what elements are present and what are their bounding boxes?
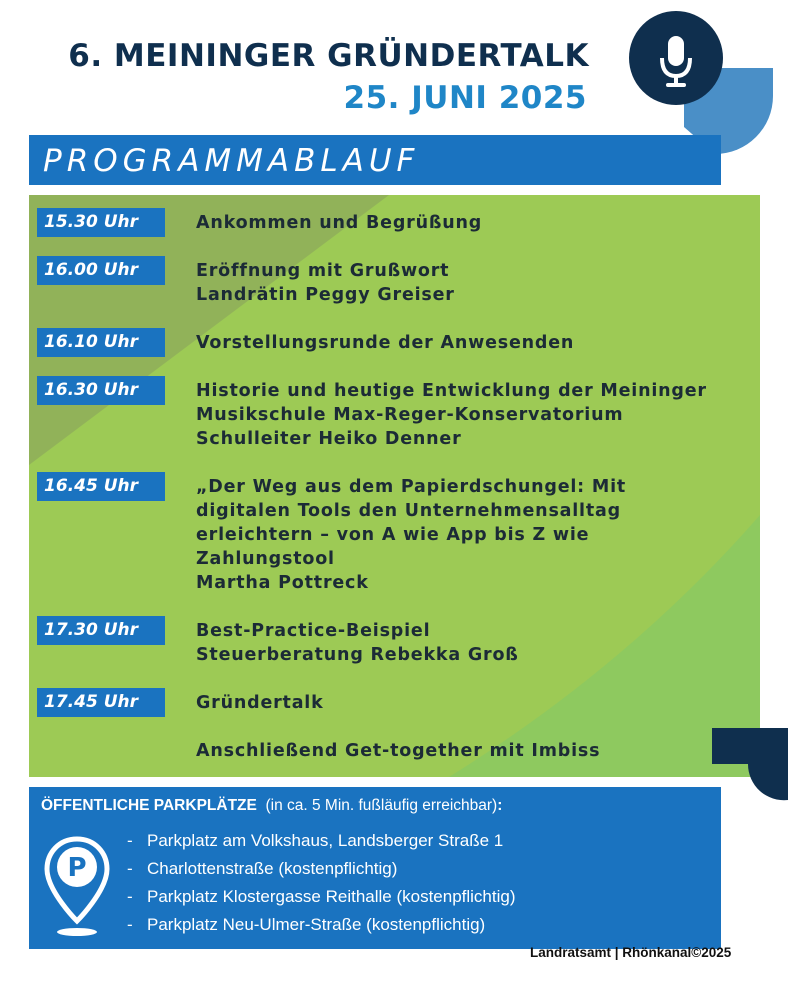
- time-badge: 16.10 Uhr: [37, 328, 165, 357]
- parking-heading-note: (in ca. 5 Min. fußläufig erreichbar): [265, 797, 498, 814]
- item-description: Ankommen und Begrüßung: [196, 213, 483, 233]
- item-description: „Der Weg aus dem Papierdschungel: Mit digitalen Tools den Unternehmensalltag erleichtern – von A wie App bis Z wie Zahlungstool Martha Pottreck: [196, 477, 627, 593]
- time-badge: 16.45 Uhr: [37, 472, 165, 501]
- time-badge: 17.45 Uhr: [37, 688, 165, 717]
- item-description: Best-Practice-Beispiel Steuerberatung Rebekka Groß: [196, 621, 519, 665]
- item-description: Eröffnung mit Grußwort Landrätin Peggy Greiser: [196, 261, 455, 305]
- event-date: 25. JUNI 2025: [343, 80, 587, 116]
- closing-text: Anschließend Get-together mit Imbiss: [196, 741, 601, 761]
- time-badge: 16.30 Uhr: [37, 376, 165, 405]
- credit-text: Landratsamt | Rhönkanal©2025: [530, 945, 732, 960]
- parking-pin-icon: [43, 835, 111, 943]
- parking-pin-letter: P: [67, 853, 87, 883]
- event-title: 6. MEININGER GRÜNDERTALK: [68, 38, 589, 74]
- item-description: Historie und heutige Entwicklung der Meininger Musikschule Max-Reger-Konservatorium Schulleiter Heiko Denner: [196, 381, 707, 449]
- parking-heading: ÖFFENTLICHE PARKPLÄTZE (in ca. 5 Min. fußläufig erreichbar):: [41, 797, 503, 814]
- parking-heading-title: ÖFFENTLICHE PARKPLÄTZE: [41, 797, 257, 814]
- section-title: PROGRAMMABLAUF: [43, 143, 420, 179]
- item-description: Vorstellungsrunde der Anwesenden: [196, 333, 575, 353]
- item-description: Gründertalk: [196, 693, 324, 713]
- time-badge: 17.30 Uhr: [37, 616, 165, 645]
- time-badge: 15.30 Uhr: [37, 208, 165, 237]
- parking-box: ÖFFENTLICHE PARKPLÄTZE (in ca. 5 Min. fußläufig erreichbar): P - Parkplatz am Volkshaus, Landsberger Straße 1 - Charlottenstraße (kostenpflichtig) - Parkplatz Klostergasse Reithalle (kostenpflichtig) - Parkplatz Neu-Ulmer-Straße (kostenpflichtig): [29, 787, 721, 949]
- time-badge: 16.00 Uhr: [37, 256, 165, 285]
- section-header: [29, 135, 721, 185]
